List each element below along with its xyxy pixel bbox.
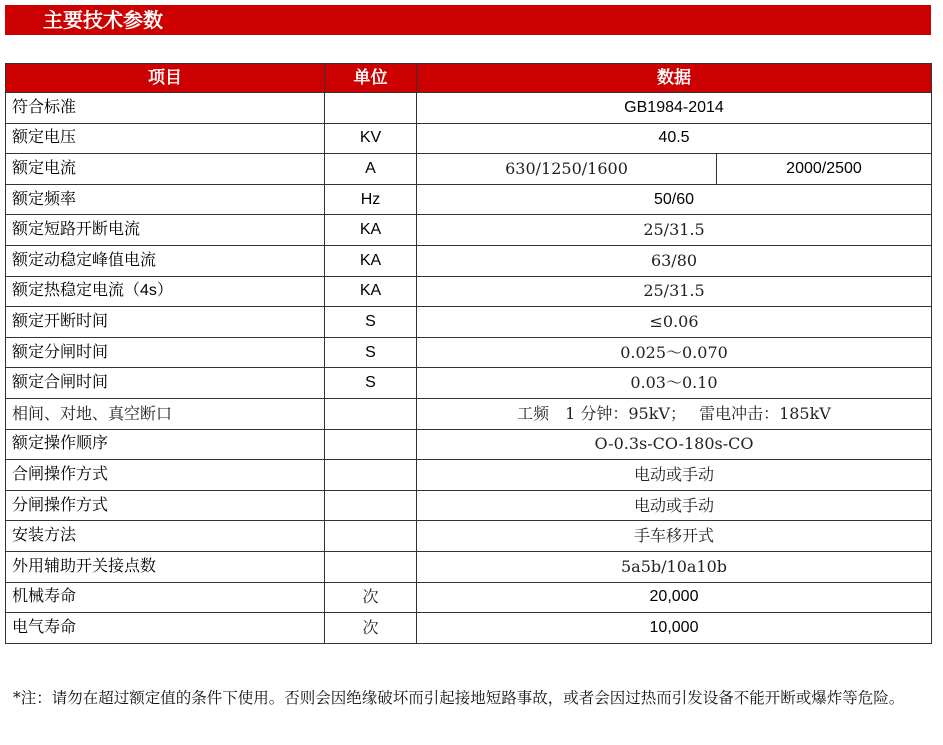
row-item: 分闸操作方式 (6, 490, 325, 521)
section-title: 主要技术参数 (43, 8, 163, 32)
row-item: 电气寿命 (6, 613, 325, 644)
row-unit (325, 398, 417, 429)
row-unit: S (325, 368, 417, 399)
row-unit (325, 93, 417, 124)
table-row (6, 276, 932, 307)
row-data: 手车移开式 (417, 521, 932, 552)
footnote: *注：请勿在超过额定值的条件下使用。否则会因绝缘破坏而引起接地短路事故，或者会因过热而引发设备不能开断或爆炸等危险。 (13, 689, 905, 707)
table-row (6, 245, 932, 276)
row-item: 额定分闸时间 (6, 337, 325, 368)
table-row (6, 154, 932, 185)
row-data: 0.03～0.10 (417, 368, 932, 399)
row-item: 额定频率 (6, 184, 325, 215)
row-item: 额定短路开断电流 (6, 215, 325, 246)
row-item: 符合标准 (6, 93, 325, 124)
row-data: 40.5 (417, 123, 932, 154)
table-row (6, 93, 932, 124)
row-unit (325, 490, 417, 521)
table-row (6, 490, 932, 521)
row-data: 630/1250/1600 (417, 154, 717, 185)
row-data: 25/31.5 (417, 276, 932, 307)
header-item: 项目 (6, 64, 325, 93)
row-data: ≤0.06 (417, 307, 932, 338)
table-row (6, 429, 932, 460)
table-row (6, 215, 932, 246)
row-item: 额定操作顺序 (6, 429, 325, 460)
row-item: 机械寿命 (6, 582, 325, 613)
row-unit: S (325, 307, 417, 338)
row-item: 额定动稳定峰值电流 (6, 245, 325, 276)
row-data: 20,000 (417, 582, 932, 613)
table-row (6, 613, 932, 644)
row-item: 相间、对地、真空断口 (6, 398, 325, 429)
row-unit: KA (325, 276, 417, 307)
row-data: 5a5b/10a10b (417, 551, 932, 582)
table-header-row (6, 64, 932, 93)
row-data: 10,000 (417, 613, 932, 644)
header-data: 数据 (417, 64, 932, 93)
row-unit: KA (325, 245, 417, 276)
row-item: 额定电压 (6, 123, 325, 154)
row-data: 63/80 (417, 245, 932, 276)
row-unit: A (325, 154, 417, 185)
row-unit: 次 (325, 613, 417, 644)
row-item: 额定热稳定电流（4s） (6, 276, 325, 307)
table-row (6, 184, 932, 215)
row-data: 50/60 (417, 184, 932, 215)
row-item: 额定电流 (6, 154, 325, 185)
table-row (6, 337, 932, 368)
row-item: 合闸操作方式 (6, 460, 325, 491)
row-data: 25/31.5 (417, 215, 932, 246)
row-data: GB1984-2014 (417, 93, 932, 124)
row-data: 电动或手动 (417, 460, 932, 491)
table-row (6, 582, 932, 613)
row-item: 安装方法 (6, 521, 325, 552)
table-row (6, 307, 932, 338)
section-title-bar (5, 5, 931, 35)
spec-table (5, 63, 932, 644)
row-unit: KA (325, 215, 417, 246)
row-item: 额定开断时间 (6, 307, 325, 338)
row-data-secondary: 2000/2500 (717, 154, 932, 185)
row-item: 额定合闸时间 (6, 368, 325, 399)
row-unit (325, 460, 417, 491)
row-unit (325, 429, 417, 460)
table-row (6, 123, 932, 154)
table-row (6, 460, 932, 491)
row-data: 0.025～0.070 (417, 337, 932, 368)
row-unit: Hz (325, 184, 417, 215)
row-unit: S (325, 337, 417, 368)
row-data: 工频 1 分钟：95kV； 雷电冲击：185kV (417, 398, 932, 429)
row-data: 电动或手动 (417, 490, 932, 521)
row-unit: KV (325, 123, 417, 154)
row-unit: 次 (325, 582, 417, 613)
row-item: 外用辅助开关接点数 (6, 551, 325, 582)
table-row (6, 521, 932, 552)
table-row (6, 398, 932, 429)
table-row (6, 368, 932, 399)
row-unit (325, 551, 417, 582)
header-unit: 单位 (325, 64, 417, 93)
table-row (6, 551, 932, 582)
row-unit (325, 521, 417, 552)
row-data: O-0.3s-CO-180s-CO (417, 429, 932, 460)
